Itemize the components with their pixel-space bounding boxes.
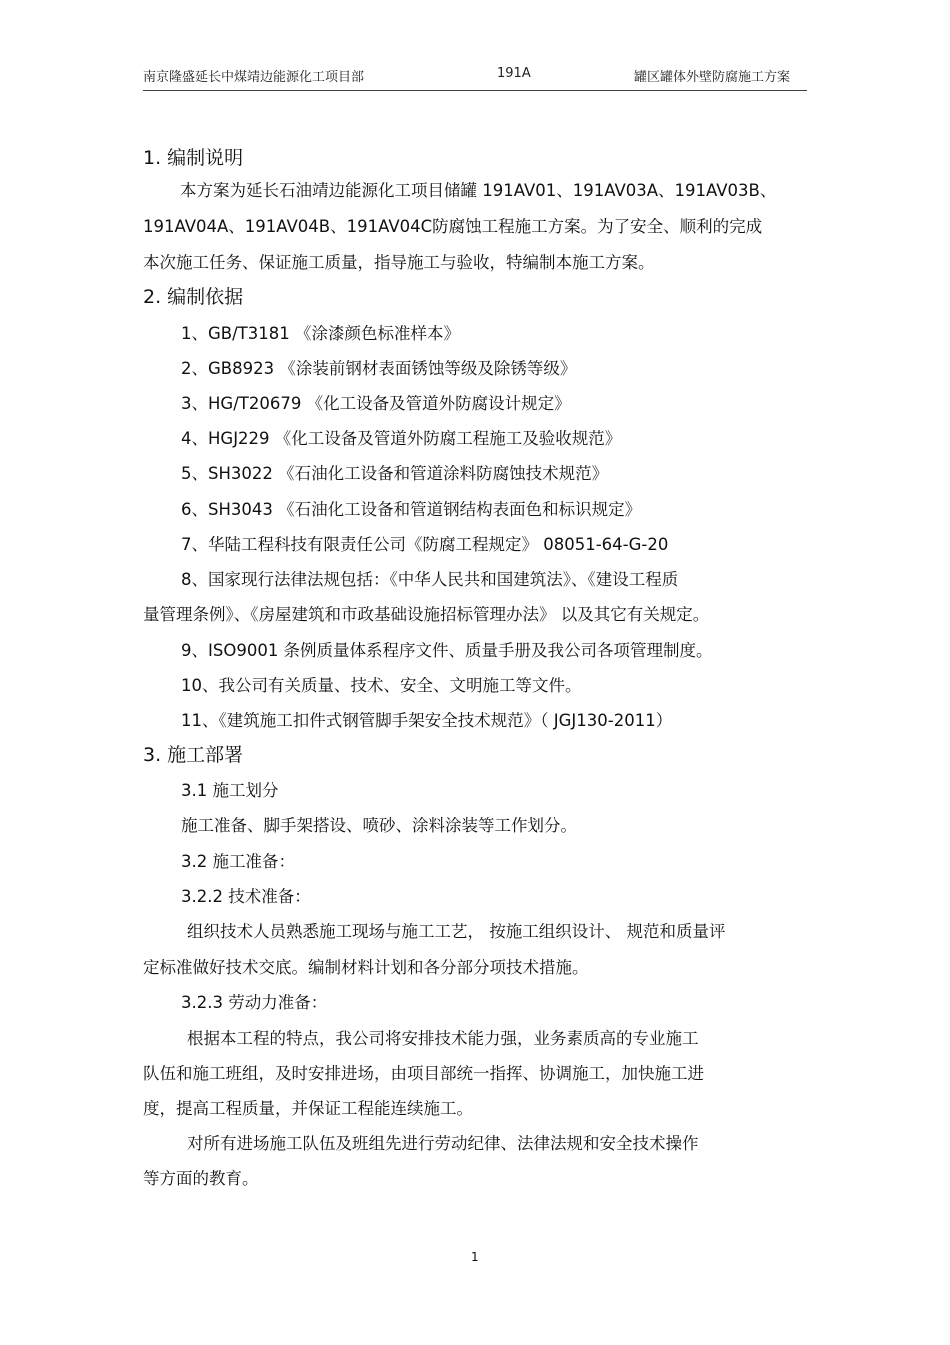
subsection-heading: 3.1 施工划分	[181, 781, 279, 800]
reference-item: 量管理条例》、《房屋建筑和市政基础设施招标管理办法》 以及其它有关规定。	[143, 605, 710, 624]
reference-item: 1、GB/T3181 《涂漆颜色标准样本》	[181, 324, 460, 343]
reference-item: 7、华陆工程科技有限责任公司《防腐工程规定》 08051-64-G-20	[181, 535, 669, 554]
subsection-heading: 3.2.2 技术准备：	[181, 887, 311, 906]
reference-item: 11、《建筑施工扣件式钢管脚手架安全技术规范》（ JGJ130-2011）	[181, 711, 673, 730]
subsection-heading: 3.2.3 劳动力准备：	[181, 993, 328, 1012]
reference-item: 4、HGJ229 《化工设备及管道外防腐工程施工及验收规范》	[181, 429, 622, 448]
header-code: 191A	[497, 66, 531, 81]
header-divider	[143, 90, 807, 91]
reference-item: 8、国家现行法律法规包括：《中华人民共和国建筑法》、《建设工程质	[181, 570, 679, 589]
section-heading: 2. 编制依据	[143, 286, 244, 308]
paragraph-line: 定标准做好技术交底。编制材料计划和各分部分项技术措施。	[143, 958, 589, 977]
reference-item: 5、SH3022 《石油化工设备和管道涂料防腐蚀技术规范》	[181, 464, 609, 483]
paragraph-line: 度，提高工程质量，并保证工程能连续施工。	[143, 1099, 473, 1118]
reference-item: 2、GB8923 《涂装前钢材表面锈蚀等级及除锈等级》	[181, 359, 577, 378]
paragraph-line: 本次施工任务、保证施工质量，指导施工与验收，特编制本施工方案。	[143, 253, 655, 272]
subsection-heading: 3.2 施工准备：	[181, 852, 295, 871]
reference-item: 10、我公司有关质量、技术、安全、文明施工等文件。	[181, 676, 582, 695]
paragraph-line: 施工准备、脚手架搭设、喷砂、涂料涂装等工作划分。	[181, 816, 577, 835]
paragraph-line: 等方面的教育。	[143, 1169, 259, 1188]
reference-item: 3、HG/T20679 《化工设备及管道外防腐设计规定》	[181, 394, 571, 413]
header-organization: 南京隆盛延长中煤靖边能源化工项目部	[143, 70, 365, 85]
paragraph-line: 本方案为延长石油靖边能源化工项目储罐 191AV01、191AV03A、191AV03B、	[180, 181, 777, 200]
paragraph-line: 对所有进场施工队伍及班组先进行劳动纪律、法律法规和安全技术操作	[187, 1134, 699, 1153]
header-document-title: 罐区罐体外壁防腐施工方案	[634, 70, 791, 85]
page-number: 1	[471, 1250, 479, 1264]
reference-item: 9、ISO9001 条例质量体系程序文件、质量手册及我公司各项管理制度。	[181, 641, 713, 660]
paragraph-line: 队伍和施工班组，及时安排进场，由项目部统一指挥、协调施工，加快施工进	[143, 1064, 704, 1083]
reference-item: 6、SH3043 《石油化工设备和管道钢结构表面色和标识规定》	[181, 500, 642, 519]
paragraph-line: 组织技术人员熟悉施工现场与施工工艺， 按施工组织设计、 规范和质量评	[187, 922, 726, 941]
section-heading: 1. 编制说明	[143, 147, 244, 169]
paragraph-line: 根据本工程的特点，我公司将安排技术能力强，业务素质高的专业施工	[187, 1029, 699, 1048]
section-heading: 3. 施工部署	[143, 744, 244, 766]
paragraph-line: 191AV04A、191AV04B、191AV04C防腐蚀工程施工方案。为了安全、顺利的完成	[143, 217, 763, 236]
